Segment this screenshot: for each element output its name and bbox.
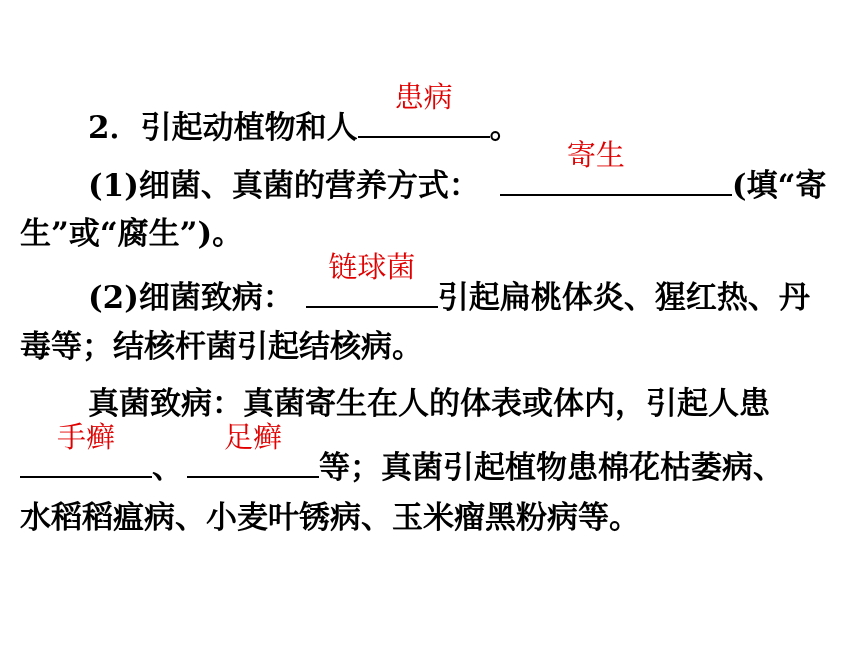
answer-1: 患病 (394, 80, 453, 114)
answer-3: 链球菌 (328, 250, 416, 284)
answer-5: 足癣 (223, 420, 282, 454)
line-4-end: 引起扁桃体炎、猩红热、丹 (437, 280, 810, 316)
line-1-text: 2．引起动植物和人 (88, 110, 358, 146)
line-8-text: 水稻稻瘟病、小麦叶锈病、玉米瘤黑粉病等。 (20, 500, 640, 536)
line-1-end: 。 (489, 110, 521, 146)
answer-4: 手癣 (56, 420, 115, 454)
line-7-end: 等；真菌引起植物患棉花枯萎病、 (319, 450, 784, 486)
line-2-text: (1)细菌、真菌的营养方式： (88, 168, 480, 204)
line-8 (20, 498, 860, 538)
line-7 (20, 420, 860, 488)
line-4-text: (2)细菌致病： (88, 280, 294, 316)
line-5-text: 毒等；结核杆菌引起结核病。 (20, 329, 423, 365)
line-4 (88, 250, 860, 318)
blank-5 (187, 420, 319, 478)
blank-2 (500, 138, 732, 196)
line-6-text: 真菌致病：真菌寄生在人的体表或体内，引起人患 (88, 386, 770, 422)
line-3-text: 生”或“腐生”)。 (20, 216, 244, 252)
blank-4 (20, 420, 152, 478)
line-3 (20, 214, 860, 254)
line-2-end: (填“寄 (731, 168, 827, 204)
line-6 (88, 384, 860, 424)
blank-3 (306, 250, 438, 308)
line-5 (20, 327, 860, 367)
line-7-sep: 、 (152, 450, 183, 486)
answer-2: 寄生 (566, 138, 625, 172)
blank-1 (358, 80, 490, 138)
line-2 (88, 138, 860, 206)
